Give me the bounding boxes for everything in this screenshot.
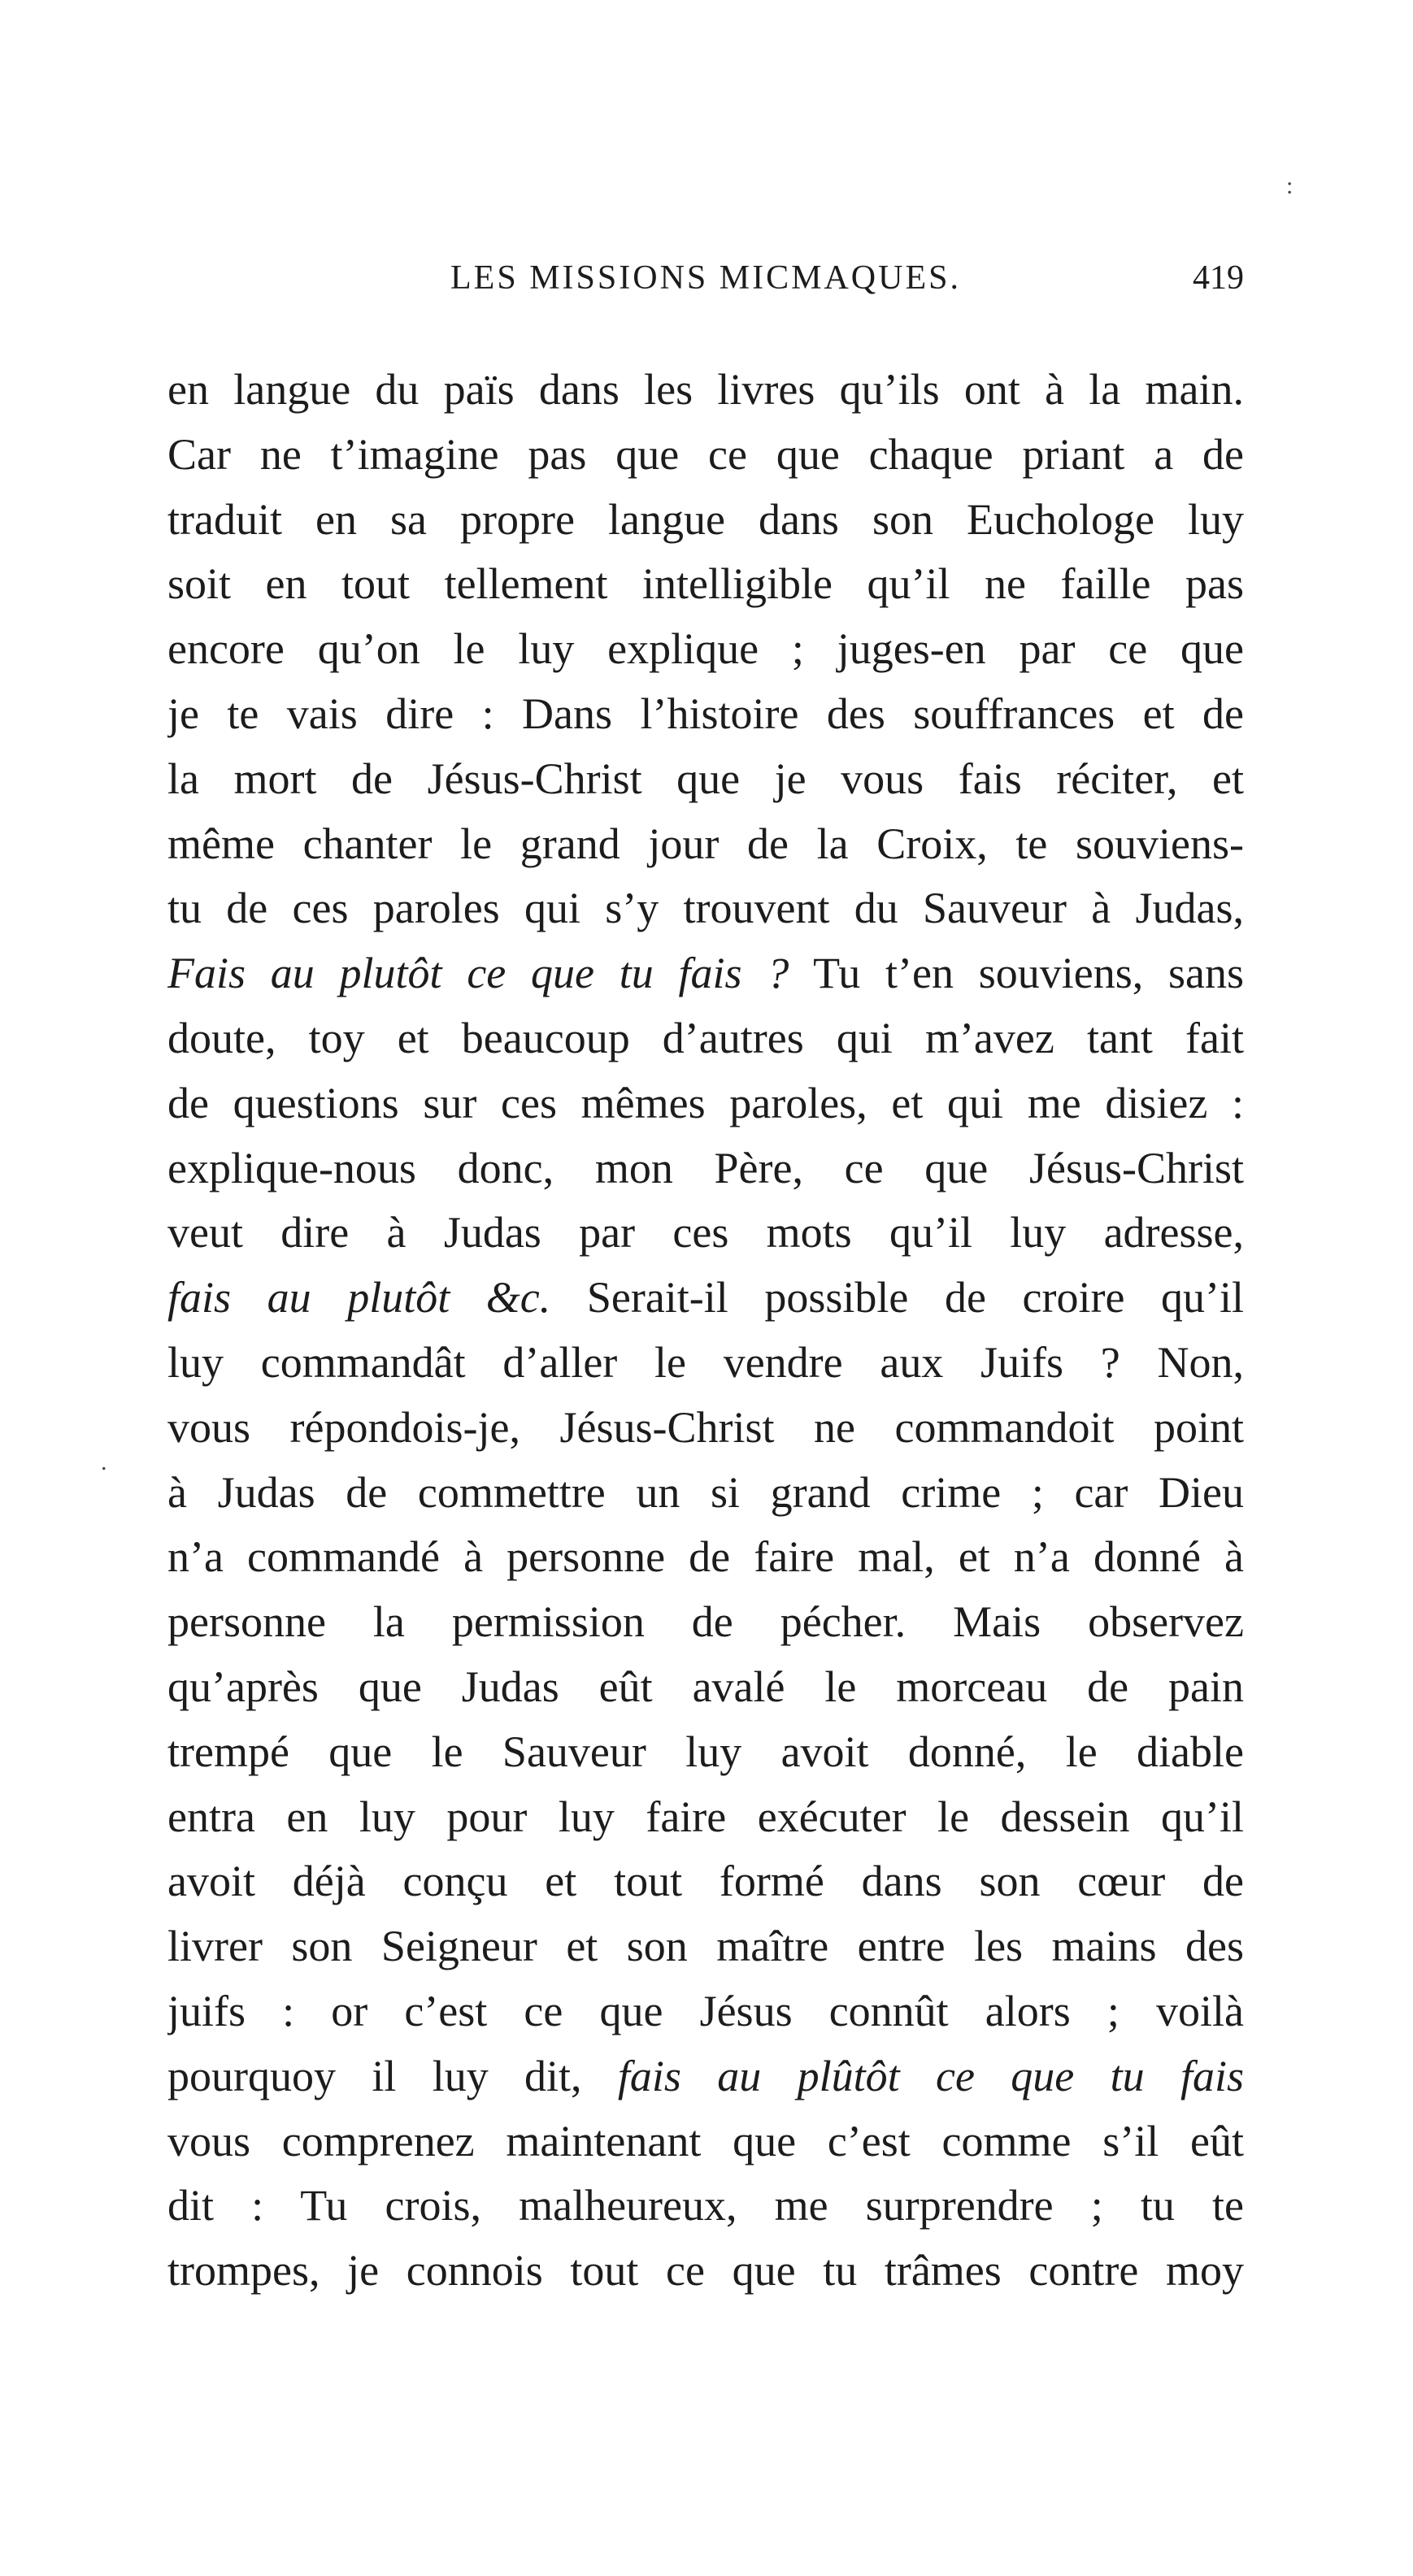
text-line xyxy=(167,1655,1244,1720)
page-header xyxy=(167,254,1244,302)
text-line xyxy=(167,1006,1244,1071)
text-segment: trempé que le Sauveur luy avoit donné, le diable xyxy=(167,1727,1244,1776)
text-segment: dit : Tu crois, malheureux, me surprendre ; tu te xyxy=(167,2181,1244,2231)
text-line xyxy=(167,1525,1244,1590)
running-title: LES MISSIONS MICMAQUES. xyxy=(450,259,961,297)
text-segment: de questions sur ces mêmes paroles, et qui me disiez : xyxy=(167,1078,1244,1127)
text-segment: je te vais dire : Dans l’histoire des souffrances et de xyxy=(167,689,1244,738)
text-segment: personne la permission de pécher. Mais observez xyxy=(167,1597,1244,1647)
text-line xyxy=(167,1331,1244,1396)
text-segment: vous répondois-je, Jésus-Christ ne commandoit point xyxy=(167,1402,1244,1452)
text-segment: luy commandât d’aller le vendre aux Juifs ? Non, xyxy=(167,1337,1244,1387)
text-segment: explique-nous donc, mon Père, ce que Jésus-Christ xyxy=(167,1143,1244,1192)
page-number: 419 xyxy=(1193,259,1244,297)
italic-quote: Fais au plutôt ce que tu fais ? xyxy=(167,949,789,998)
text-line xyxy=(167,1461,1244,1526)
text-segment: encore qu’on le luy explique ; juges-en par ce que xyxy=(167,624,1244,674)
text-segment: veut dire à Judas par ces mots qu’il luy adresse, xyxy=(167,1208,1244,1258)
italic-quote: fais au plûtôt ce que tu fais xyxy=(617,2051,1244,2100)
text-segment: qu’après que Judas eût avalé le morceau de pain xyxy=(167,1662,1244,1711)
text-segment: en langue du païs dans les livres qu’ils ont à la main. xyxy=(167,365,1244,414)
text-line xyxy=(167,941,1244,1006)
text-segment: Serait-il possible de croire qu’il xyxy=(550,1273,1244,1323)
text-segment: la mort de Jésus-Christ que je vous fais réciter, et xyxy=(167,754,1244,803)
text-segment: soit en tout tellement intelligible qu’il ne faille pas xyxy=(167,559,1244,609)
text-segment: Tu t’en souviens, sans xyxy=(789,949,1244,998)
text-line xyxy=(167,488,1244,553)
text-segment: à Judas de commettre un si grand crime ; car Dieu xyxy=(167,1467,1244,1517)
text-segment: trompes, je connois tout ce que tu trâmes contre moy xyxy=(167,2246,1244,2296)
text-segment: traduit en sa propre langue dans son Euchologe luy xyxy=(167,494,1244,544)
text-line xyxy=(167,876,1244,941)
text-line xyxy=(167,1266,1244,1331)
text-line xyxy=(167,2174,1244,2239)
text-line xyxy=(167,552,1244,617)
text-line xyxy=(167,2239,1244,2304)
text-line xyxy=(167,2044,1244,2109)
text-line xyxy=(167,423,1244,488)
text-line xyxy=(167,1201,1244,1266)
text-line xyxy=(167,617,1244,682)
text-segment: livrer son Seigneur et son maître entre les mains des xyxy=(167,1922,1244,1971)
text-line xyxy=(167,358,1244,423)
corner-speck: : xyxy=(1286,172,1293,199)
text-segment: vous comprenez maintenant que c’est comme s’il eût xyxy=(167,2116,1244,2165)
text-line xyxy=(167,812,1244,877)
text-line xyxy=(167,1979,1244,2044)
margin-speck: . xyxy=(101,1449,107,1475)
text-line xyxy=(167,1720,1244,1785)
text-segment: Car ne t’imagine pas que ce que chaque priant a de xyxy=(167,429,1244,479)
text-line xyxy=(167,1849,1244,1914)
text-line xyxy=(167,1785,1244,1850)
text-line xyxy=(167,1914,1244,1979)
text-segment: juifs : or c’est ce que Jésus connût alors ; voilà xyxy=(167,1986,1244,2035)
text-segment: entra en luy pour luy faire exécuter le dessein qu’il xyxy=(167,1792,1244,1841)
text-line xyxy=(167,1136,1244,1201)
italic-quote: fais au plutôt &c. xyxy=(167,1273,551,1323)
text-line xyxy=(167,1396,1244,1461)
text-segment: pourquoy il luy dit, xyxy=(167,2051,618,2100)
text-line xyxy=(167,1590,1244,1655)
text-line xyxy=(167,682,1244,747)
text-line xyxy=(167,747,1244,812)
text-segment: avoit déjà conçu et tout formé dans son cœur de xyxy=(167,1857,1244,1906)
text-line xyxy=(167,1071,1244,1136)
text-segment: même chanter le grand jour de la Croix, te souviens- xyxy=(167,819,1244,868)
text-line xyxy=(167,2109,1244,2174)
body-text xyxy=(167,358,1244,2304)
text-segment: tu de ces paroles qui s’y trouvent du Sauveur à Judas, xyxy=(167,884,1244,933)
text-segment: n’a commandé à personne de faire mal, et n’a donné à xyxy=(167,1532,1244,1582)
text-segment: doute, toy et beaucoup d’autres qui m’avez tant fait xyxy=(167,1013,1244,1062)
